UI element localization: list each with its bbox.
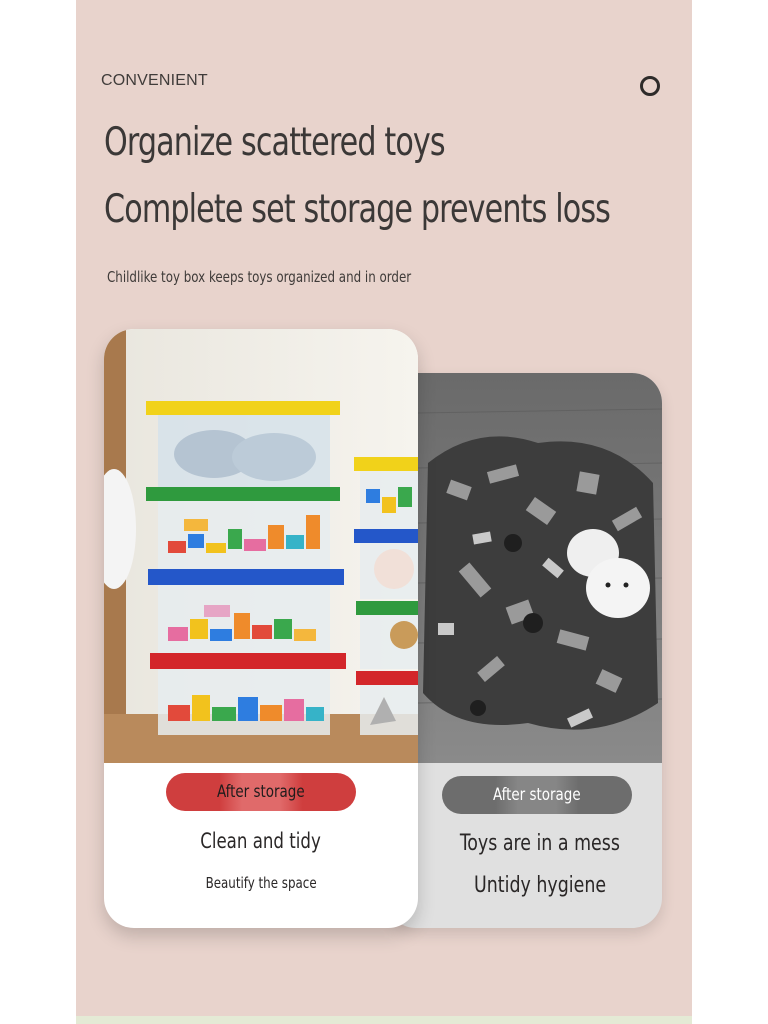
headline-primary: Organize scattered toys: [104, 120, 445, 165]
section-eyebrow: CONVENIENT: [101, 72, 208, 89]
comparison-card-tidy: [104, 329, 418, 928]
storage-boxes-photo: [104, 329, 418, 763]
after-storage-badge: After storage: [166, 773, 356, 811]
mess-subtitle: Untidy hygiene: [473, 873, 607, 898]
headline-secondary: Complete set storage prevents loss: [104, 187, 611, 232]
circle-icon: [640, 76, 660, 96]
mess-title: Toys are in a mess: [459, 831, 621, 856]
subline-text: Childlike toy box keeps toys organized and in order: [107, 268, 412, 286]
product-panel: [76, 0, 692, 1024]
bottom-divider: [76, 1016, 692, 1024]
tidy-title: Clean and tidy: [200, 829, 322, 853]
comparison-card-mess: [386, 373, 662, 928]
after-storage-badge: After storage: [442, 776, 632, 814]
messy-toys-photo: [418, 373, 662, 763]
tidy-subtitle: Beautify the space: [205, 874, 317, 892]
